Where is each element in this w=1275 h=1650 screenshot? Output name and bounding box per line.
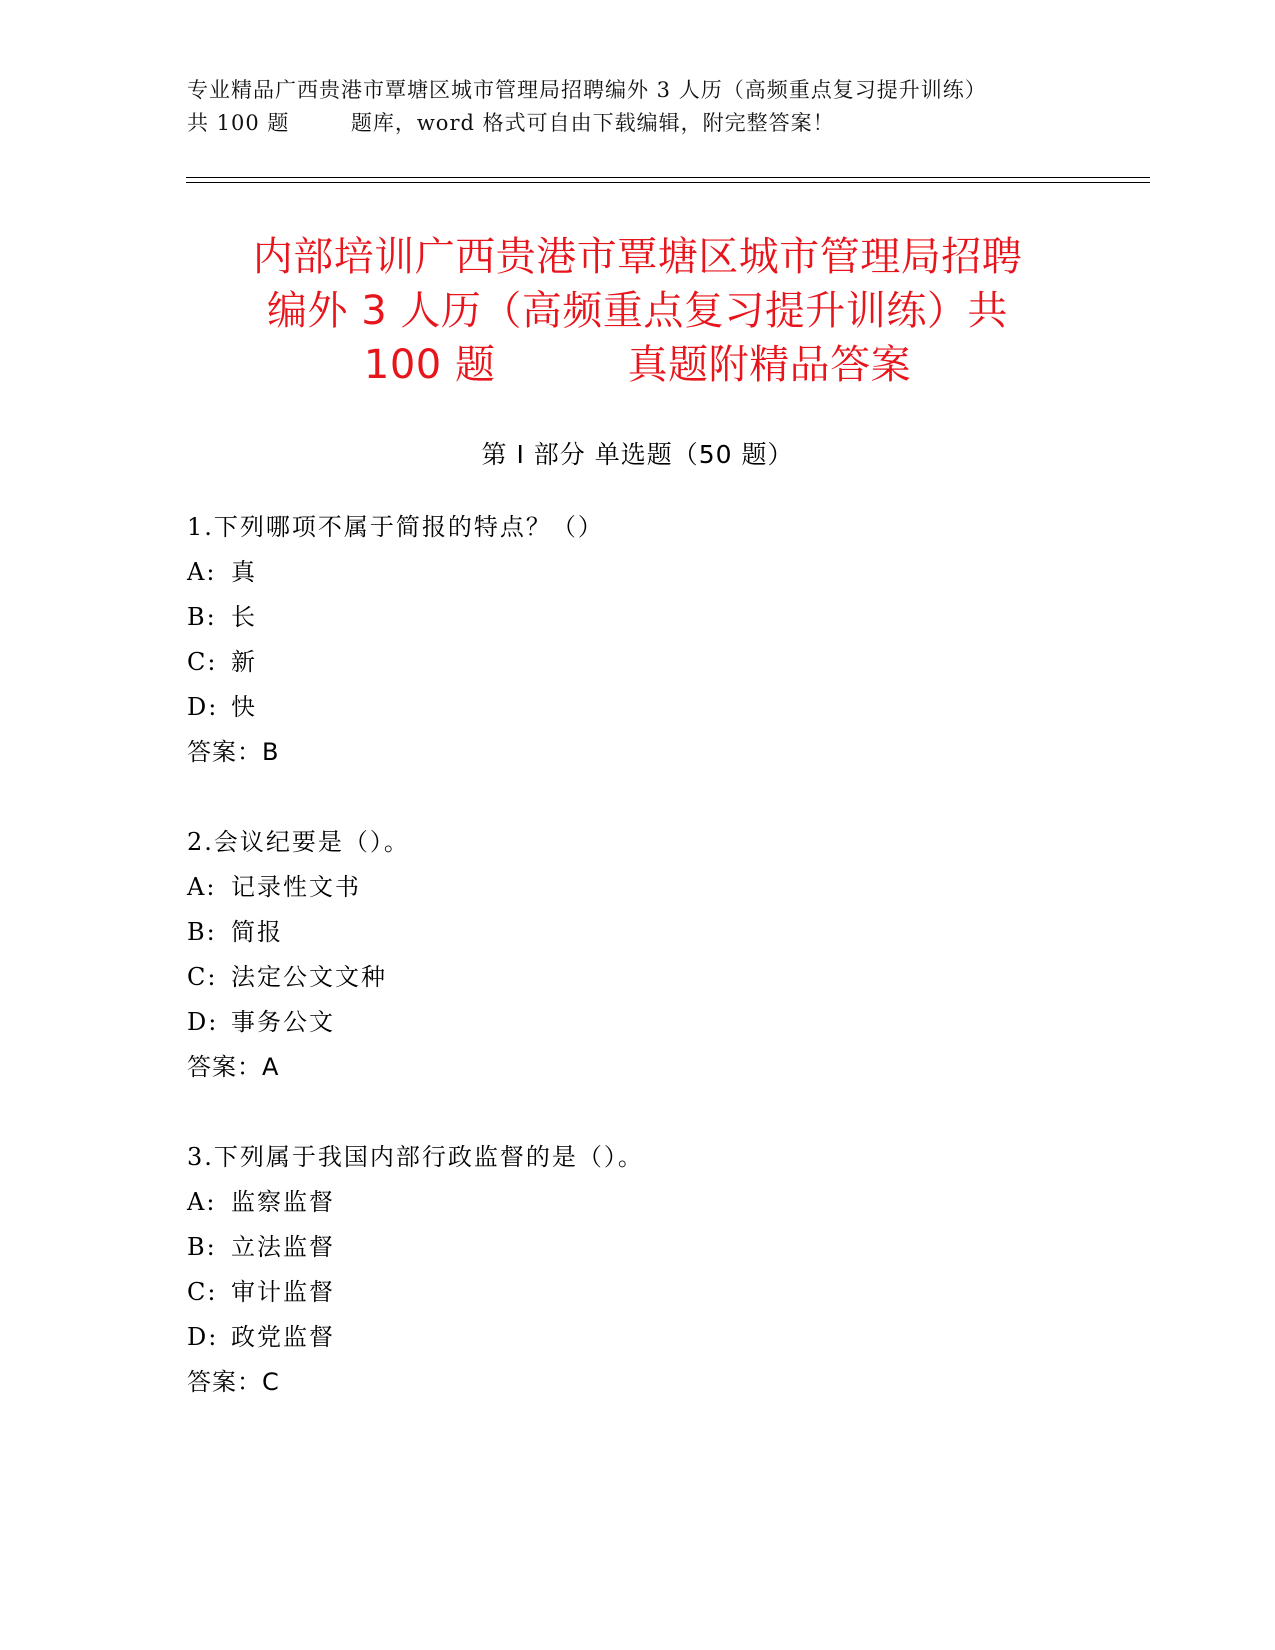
option-a <box>187 1180 1137 1225</box>
option-c <box>187 1270 1137 1315</box>
option-letter: B: <box>187 603 217 631</box>
option-letter: C: <box>187 648 218 676</box>
question-stem: 2.会议纪要是（）。 <box>187 828 410 856</box>
option-a <box>187 550 1137 595</box>
option-letter: C: <box>187 963 218 991</box>
section-heading: 第 I 部分 单选题（50 题） <box>481 440 794 469</box>
option-letter: D: <box>187 1323 219 1351</box>
answer-line: 答案：A <box>187 1053 280 1081</box>
header-divider-top <box>186 177 1150 178</box>
option-text: 监察监督 <box>231 1188 335 1216</box>
option-text: 事务公文 <box>231 1008 335 1036</box>
question-2 <box>187 820 1137 1090</box>
header-divider-bottom <box>186 182 1150 183</box>
option-b <box>187 910 1137 955</box>
document-title-line-2: 编外 3 人历（高频重点复习提升训练）共 <box>267 288 1008 334</box>
option-text: 审计监督 <box>231 1278 335 1306</box>
question-stem: 3.下列属于我国内部行政监督的是（）。 <box>187 1143 644 1171</box>
option-text: 记录性文书 <box>231 873 361 901</box>
option-letter: A: <box>187 558 217 586</box>
option-letter: B: <box>187 918 217 946</box>
option-d <box>187 685 1137 730</box>
option-c <box>187 640 1137 685</box>
option-letter: D: <box>187 693 219 721</box>
option-text: 真 <box>231 558 257 586</box>
document-title-line-1: 内部培训广西贵港市覃塘区城市管理局招聘 <box>252 234 1023 280</box>
option-letter: B: <box>187 1233 217 1261</box>
answer-line: 答案：C <box>187 1368 280 1396</box>
option-letter: A: <box>187 873 217 901</box>
option-letter: D: <box>187 1008 219 1036</box>
option-c <box>187 955 1137 1000</box>
option-text: 新 <box>231 648 257 676</box>
header-note <box>187 74 1087 140</box>
header-note-line-2: 共 100 题 题库，word 格式可自由下载编辑，附完整答案！ <box>187 111 835 135</box>
question-stem: 1.下列哪项不属于简报的特点？（） <box>187 513 604 541</box>
option-text: 法定公文文种 <box>231 963 387 991</box>
option-text: 立法监督 <box>231 1233 335 1261</box>
document-title <box>150 230 1125 392</box>
option-d <box>187 1315 1137 1360</box>
option-b <box>187 1225 1137 1270</box>
option-a <box>187 865 1137 910</box>
question-3 <box>187 1135 1137 1405</box>
answer-line: 答案：B <box>187 738 280 766</box>
option-b <box>187 595 1137 640</box>
option-text: 快 <box>231 693 257 721</box>
option-d <box>187 1000 1137 1045</box>
option-text: 长 <box>231 603 257 631</box>
header-note-line-1: 专业精品广西贵港市覃塘区城市管理局招聘编外 3 人历（高频重点复习提升训练） <box>187 78 987 102</box>
option-text: 简报 <box>231 918 283 946</box>
document-title-line-3: 100 题 真题附精品答案 <box>363 342 912 388</box>
option-letter: C: <box>187 1278 218 1306</box>
option-letter: A: <box>187 1188 217 1216</box>
question-1 <box>187 505 1137 775</box>
option-text: 政党监督 <box>231 1323 335 1351</box>
